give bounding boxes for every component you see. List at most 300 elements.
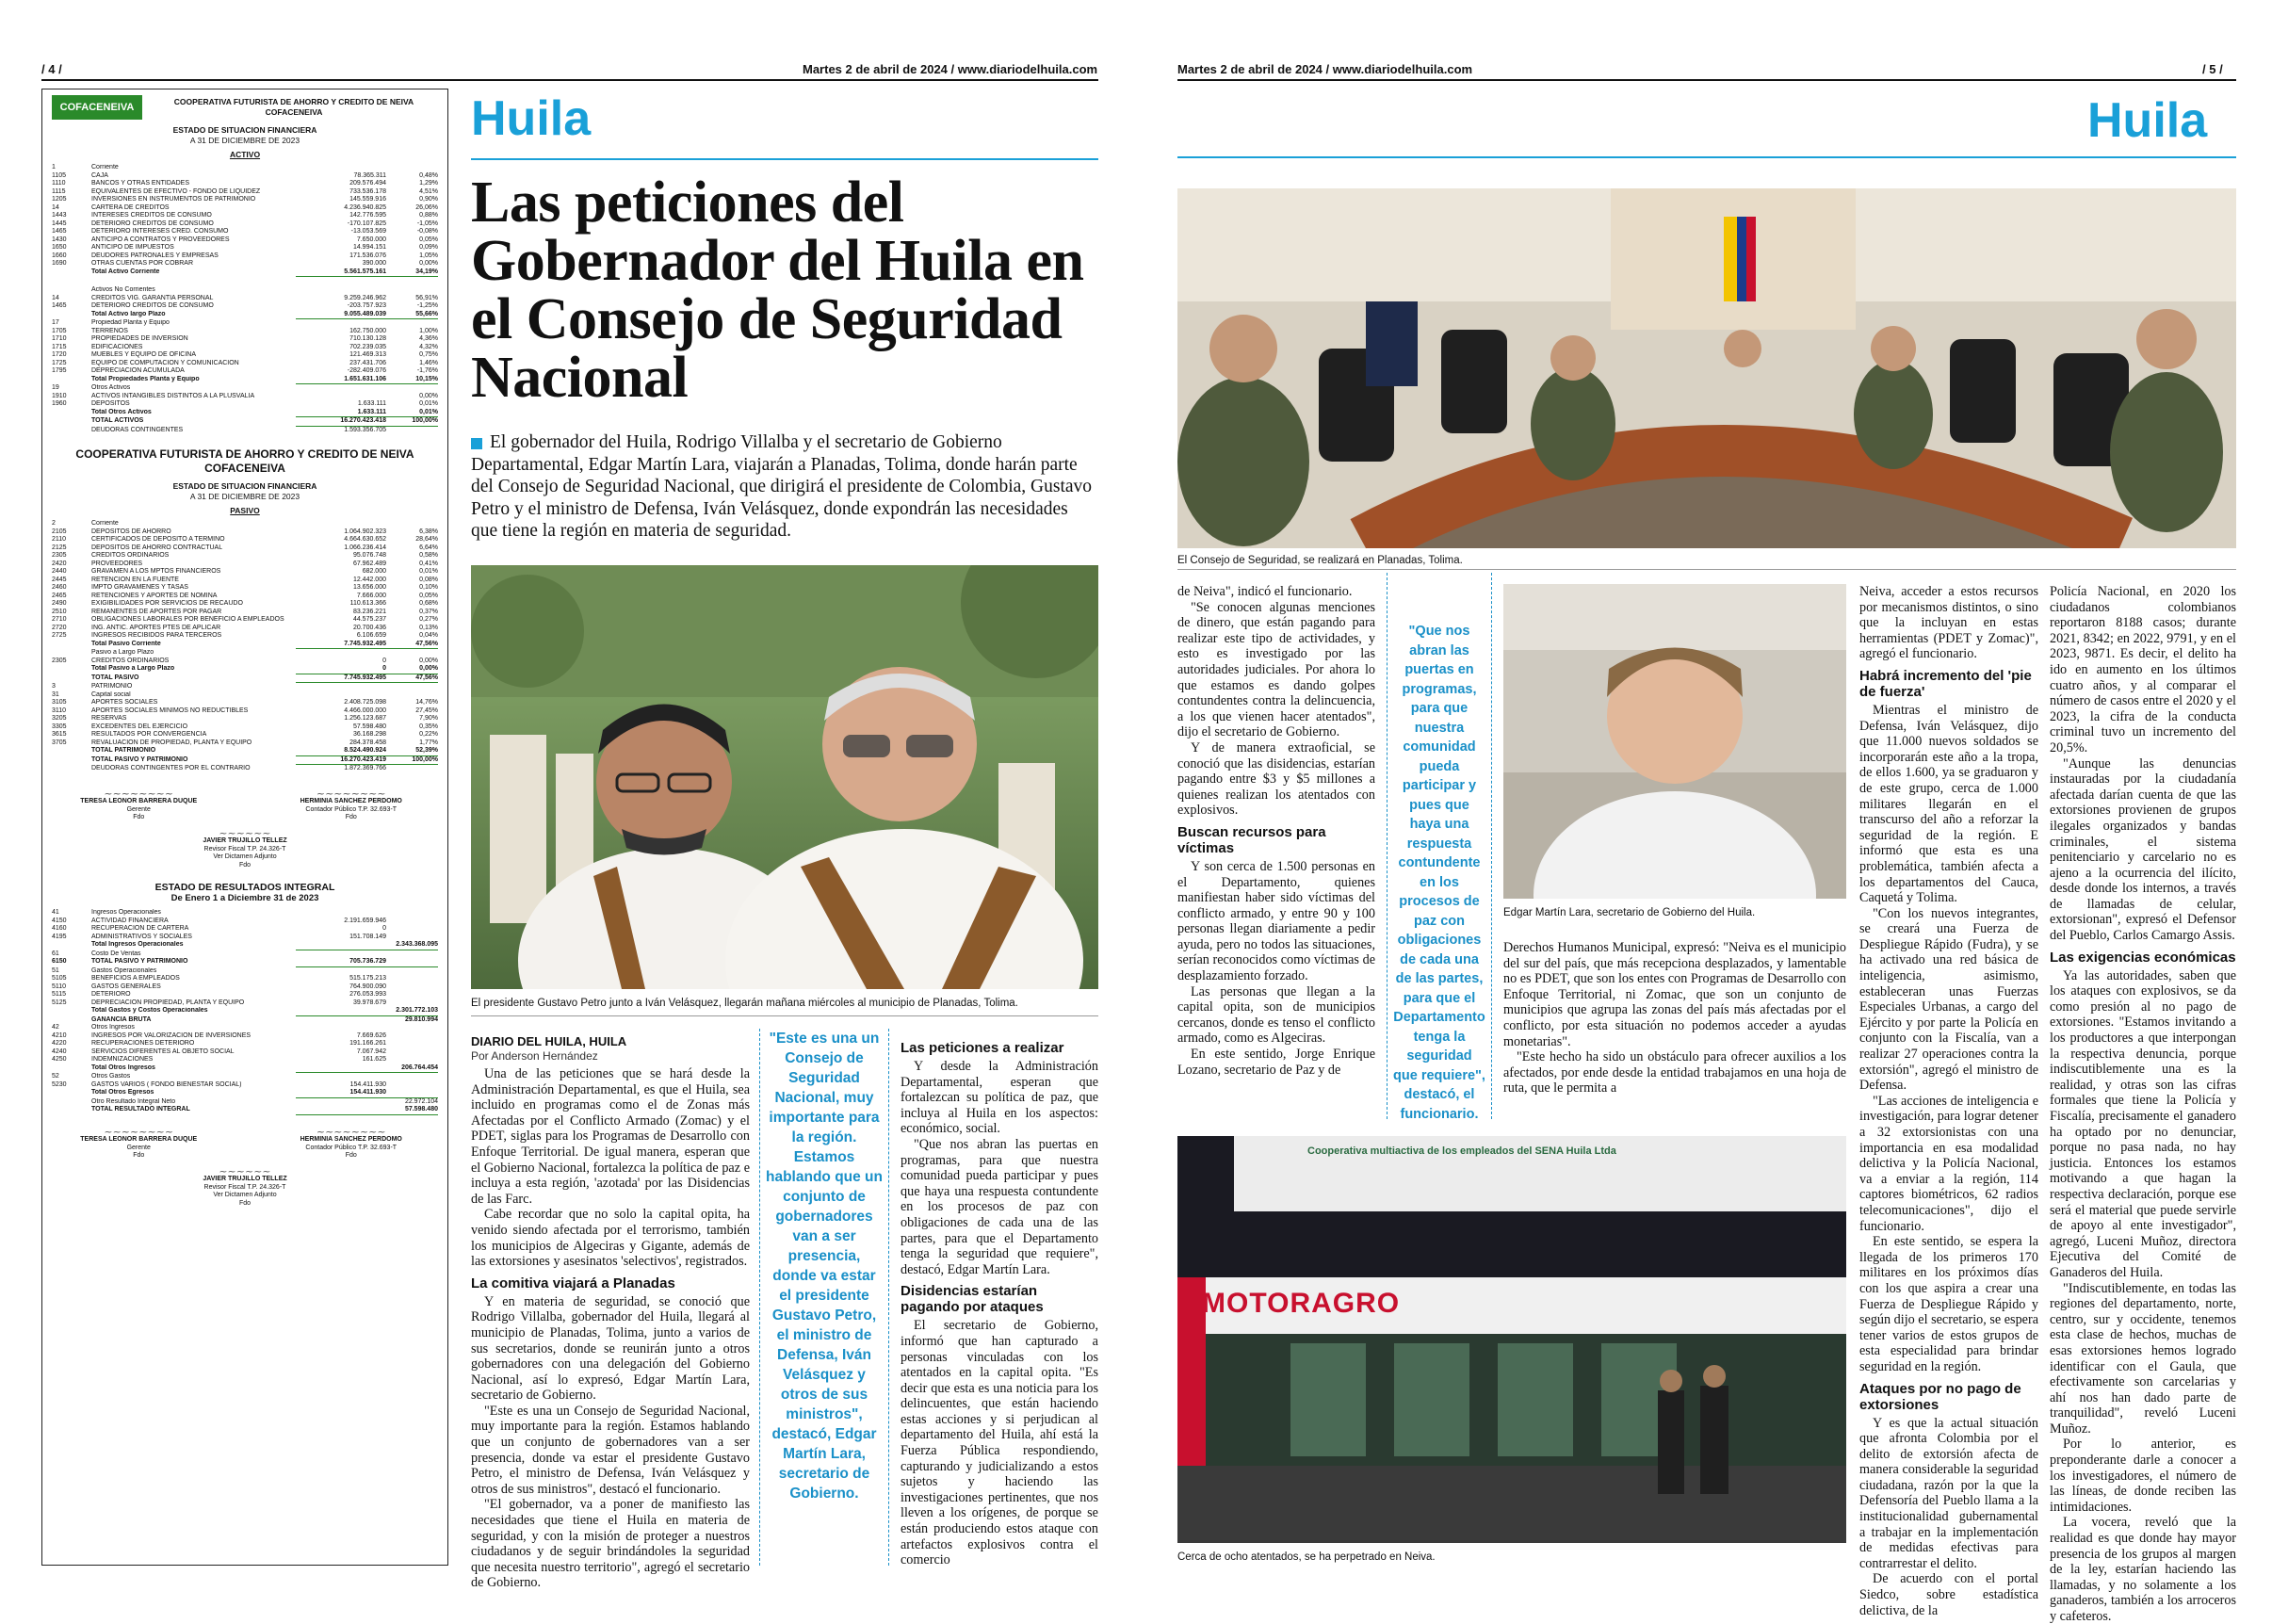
fin-cell: RETENCION EN LA FUENTE	[91, 576, 179, 583]
fin-row	[52, 658, 438, 666]
fin-cell	[386, 1056, 438, 1064]
fin-row	[52, 707, 438, 716]
fin-title-1: ESTADO DE SITUACION FINANCIERA	[172, 125, 317, 135]
sig3-name-2: JAVIER TRUJILLO TELLEZ	[203, 1176, 287, 1182]
fin-row	[52, 674, 438, 684]
signature-contador-2: ~~~~~~~~	[316, 1125, 386, 1138]
fin-cell: 14.994.151	[352, 244, 386, 251]
fin-row	[52, 715, 438, 723]
fin-cell	[296, 683, 386, 691]
left-c3b-p0: El secretario de Gobierno, informó que han capturado a personas vinculadas con los atentados en la capital opita. "Es decir que esta es una noticia para los delincuentes, que están haciendo estas acciones y si perjudican al departamento del Huila, ahí está la Fuerza Pública respondiendo, capturando y judicializando a estos sujetos y haciendo las investigaciones pertinentes, que nos lleven a los orígenes, de porque se están produciendo estos ataque con artefactos explosivos contra el comercio	[901, 1318, 1098, 1568]
storefront-sign: Cooperativa multiactiva de los empleados del SENA Huila Ltda	[1307, 1145, 1616, 1157]
fin-cell: 7.745.932.495	[296, 641, 386, 650]
fin-row	[52, 1098, 438, 1107]
fin-row	[52, 616, 438, 625]
fin-row	[52, 1024, 438, 1032]
right-pull-quote-box	[1387, 573, 1492, 1122]
right-section-rule	[1177, 156, 2236, 158]
fin-table-activo-nc	[52, 286, 438, 434]
fin-cell: Total Gastos y Costos Operacionales	[91, 1007, 208, 1014]
fin-cell: 682.000	[362, 568, 386, 575]
right-c1b-p0: Y son cerca de 1.500 personas en el Departamento, quienes manifiestan haber sido víctimas del conflicto armado, y entre 90 y 100 personas llegan diariamente a pedir ayuda, pero no todos las situaciones, serían reconocidos como víctimas de desplazamiento forzado.	[1177, 858, 1375, 984]
fin-cell	[52, 1106, 91, 1115]
fin-cell	[386, 691, 438, 700]
fin-row	[52, 376, 438, 385]
left-pull-quote-box	[759, 1029, 889, 1566]
fin-cell: Total Activo largo Plazo	[91, 310, 166, 317]
fin-cell: 7.669.626	[356, 1031, 386, 1039]
left-section-title: Huila	[471, 91, 592, 146]
fin-cell: Activos No Corrientes	[91, 286, 155, 293]
fin-cell: APORTES SOCIALES MINIMOS NO REDUCTIBLES	[91, 706, 249, 714]
fin-cell	[386, 520, 438, 528]
caption-rule	[471, 1015, 1098, 1016]
fin-cell: ANTICIPO A CONTRATOS Y PROVEEDORES	[91, 235, 230, 243]
fin-row	[52, 1048, 438, 1057]
fin-cell: 1205	[52, 196, 67, 203]
fin-cell: 0	[382, 925, 386, 932]
right-c5b-p0: Ya las autoridades, saben que los ataques con explosivos, se da como presión al no pago de extorsiones. "Estamos invitando a los productores a que interpongan la respectiva denuncia, porque indiscutiblemente una es la realidad, y otras son las cifras formales que tiene la Policía y Fiscalía, precisamente el ganadero ha optado por no denunciar, porque no pasa nada, no hay justicia. Entonces los estamos motivando a que hagan la respectiva declaración, porque ese será el material que puede servirle de apoyo al ente investigador", agregó, Luceni Muñoz, directora Ejecutiva del Comité de Ganaderos del Huila.	[2050, 967, 2236, 1280]
fin-cell: 0,48%	[419, 171, 438, 179]
fin-cell: Otro Resultado Integral Neto	[91, 1097, 176, 1105]
fin-cell: SERVICIOS DIFERENTES AL OBJETO SOCIAL	[91, 1047, 235, 1055]
fin-cell: GASTOS GENERALES	[91, 983, 161, 990]
fin-cell: APORTES SOCIALES	[91, 699, 158, 706]
fin-cell	[296, 1024, 386, 1032]
fin-cell: 1	[52, 164, 56, 171]
fin-cell: 17	[52, 319, 59, 326]
fin-cell: 1443	[52, 212, 67, 219]
left-c3a-p1: "Que nos abran las puertas en programas, para que nuestra comunidad pueda participar y pues que haya una respuesta contundente en los procesos de paz con obligaciones de cada una de las partes, para que el Departamento tenga la seguridad que requiere", destacó, Edgar Martín Lara.	[901, 1136, 1098, 1277]
right-col-3	[1503, 940, 1846, 1096]
fin-cell: 1110	[52, 180, 66, 187]
fin-cell: Corriente	[91, 164, 119, 171]
fin-row	[52, 384, 438, 393]
fin-row	[52, 568, 438, 577]
fin-cell: 121.469.313	[349, 351, 386, 358]
fin-cell: 2720	[52, 624, 67, 631]
fin-cell: 0,00%	[419, 657, 438, 664]
fin-cell: 0,10%	[419, 584, 438, 591]
fin-org-short-2: COFACENEIVA	[204, 462, 285, 475]
fin-row	[52, 180, 438, 188]
fin-cell: Otros Ingresos	[91, 1024, 135, 1031]
right-col-5	[2050, 584, 2236, 1624]
sig3-fdo-2: Fdo	[238, 1199, 252, 1207]
fin-row	[52, 950, 438, 959]
fin-cell	[386, 934, 438, 942]
fin-cell: Ingresos Operacionales	[91, 909, 161, 916]
top-photo-caption: El Consejo de Seguridad, se realizará en Planadas, Tolima.	[1177, 555, 1463, 566]
left-col-3	[901, 1034, 1098, 1568]
fin-row	[52, 649, 438, 658]
sig3-role-2: Revisor Fiscal T.P. 24.326-T	[203, 1183, 286, 1191]
fin-row	[52, 328, 438, 336]
fin-org: COOPERATIVA FUTURISTA DE AHORRO Y CREDITO DE NEIVA	[173, 97, 414, 106]
fin-cell: -1,25%	[416, 302, 438, 309]
fin-cell: 3	[52, 683, 56, 690]
fin-cell: Otros Gastos	[91, 1073, 131, 1080]
fin-cell: 5.561.575.161	[296, 268, 386, 278]
fin-cell: 4.236.940.825	[344, 203, 386, 211]
right-col-4	[1859, 584, 2038, 1618]
fin-cell: -0,08%	[416, 228, 438, 235]
fin-cell: 7.067.942	[356, 1047, 386, 1055]
fin-cell: 4220	[52, 1040, 67, 1047]
fin-row	[52, 609, 438, 617]
fin-row	[52, 236, 438, 245]
fin-title-3: ESTADO DE RESULTADOS INTEGRAL	[154, 882, 335, 893]
fin-row	[52, 360, 438, 368]
fin-cell: 4250	[52, 1056, 67, 1063]
sig1-role-2: Gerente	[126, 1144, 151, 1151]
right-c1b-p2: En este sentido, Jorge Enrique Lozano, secretario de Paz y de	[1177, 1047, 1375, 1078]
fin-cell	[52, 1089, 91, 1098]
fin-row	[52, 1081, 438, 1090]
fin-row	[52, 220, 438, 229]
fin-cell: 1.064.902.323	[344, 528, 386, 535]
fin-cell: 1650	[52, 244, 67, 251]
fin-cell: 34,19%	[386, 268, 438, 278]
fin-cell	[52, 1007, 91, 1016]
fin-cell: 3105	[52, 699, 67, 706]
fin-cell: 67.962.489	[352, 560, 386, 567]
fin-row	[52, 393, 438, 401]
fin-cell	[296, 319, 386, 328]
fin-cell: 1910	[52, 392, 67, 399]
fin-cell: 0,35%	[419, 723, 438, 730]
fin-row	[52, 351, 438, 360]
fin-cell: -13.053.569	[350, 228, 386, 235]
fin-pasivo: PASIVO	[230, 506, 260, 515]
fin-cell: 100,00%	[386, 756, 438, 766]
fin-cell: RETENCIONES Y APORTES DE NÓMINA	[91, 592, 218, 599]
fin-row	[52, 731, 438, 739]
right-c4b-p1: "Con los nuevos integrantes, se creará una Fuerza de Despliegue Rápido (Fudra), y se ha activado una red básica de inteligencia, asimismo, estableceran unas Fuerzas Especiales Urbanas, a cargo del Ejército y por parte la Policía en conjunto con la Fiscalía, van a realizar 27 operaciones contra la extorsión", agregó el ministro de Defensa.	[1859, 905, 2038, 1094]
fin-cell: 390.000	[362, 260, 386, 267]
fin-cell: 6,64%	[419, 544, 438, 551]
fin-cell: ACTIVIDAD FINANCIERA	[91, 917, 169, 924]
fin-cell: Gastos Operacionales	[91, 966, 157, 974]
fin-row	[52, 600, 438, 609]
petro-velasquez-photo	[471, 565, 1098, 989]
fin-cell: 1465	[52, 228, 67, 235]
fin-date-3: De Enero 1 a Diciembre 31 de 2023	[170, 893, 319, 903]
fin-cell	[386, 909, 438, 918]
storefront-brand: MOTORAGRO	[1202, 1288, 1401, 1319]
fin-row	[52, 691, 438, 700]
fin-row	[52, 196, 438, 204]
left-c3-heading-2: Disidencias estarían pagando por ataques	[901, 1283, 1044, 1316]
sig2-name: HERMINIA SANCHEZ PERDOMO	[300, 798, 402, 804]
fin-cell: 171.536.076	[349, 252, 386, 259]
left-col-1	[471, 1034, 750, 1591]
fin-cell	[52, 286, 91, 295]
fin-cell: 515.175.213	[349, 975, 386, 982]
fin-row	[52, 164, 438, 172]
right-c3-p0: Derechos Humanos Municipal, expresó: "Neiva es el municipio del sur del país, que más recepciona desplazados, y lamentable no es PDET, que son los entes con Programas de Desarrollo con Enfoque Territorial, ni Zomac, que son un conjunto de municipios que agrupa las zonas del país más afectadas por el conflicto, por esta situación no podemos acceder a ayudas monetarias".	[1503, 940, 1846, 1049]
fin-cell: 19	[52, 384, 59, 391]
fin-cell	[386, 925, 438, 934]
fin-cell: 0,00%	[386, 665, 438, 674]
fin-cell	[52, 417, 91, 427]
fin-row	[52, 427, 438, 435]
fin-cell: 2.191.659.946	[344, 917, 386, 924]
edgar-martin-portrait	[1503, 584, 1846, 899]
fin-row	[52, 172, 438, 181]
fin-cell	[296, 393, 386, 401]
fin-cell: OBLIGACIONES LABORALES POR BENEFICIO A EMPLEADOS	[91, 616, 284, 623]
left-header-rule	[41, 79, 1098, 81]
fin-org-2: COOPERATIVA FUTURISTA DE AHORRO Y CREDITO DE NEIVA	[75, 447, 414, 461]
fin-cell	[296, 941, 386, 950]
fin-cell	[296, 164, 386, 172]
fin-cell: -170.107.825	[347, 219, 386, 227]
fin-cell: 31	[52, 690, 59, 698]
signature-gerente-2: ~~~~~~~~	[104, 1125, 174, 1138]
fin-cell: 7.650.000	[356, 235, 386, 243]
fin-cell: DEPOSITOS DE AHORRO	[91, 528, 171, 535]
fin-cell	[52, 1064, 91, 1074]
fin-cell	[386, 286, 438, 295]
fin-row	[52, 544, 438, 553]
fin-cell: 1715	[52, 343, 67, 350]
fin-cell	[52, 311, 91, 320]
fin-signature-revisor-2	[52, 1164, 438, 1209]
fin-cell: 1445	[52, 219, 67, 227]
right-page-number: / 5 /	[2202, 62, 2223, 76]
fin-row	[52, 975, 438, 983]
fin-cell: 4160	[52, 925, 67, 932]
fin-cell: 6.106.659	[356, 632, 386, 639]
fin-cell: ING. ANTIC. APORTES PTES DE APLICAR	[91, 624, 221, 631]
paper-name: DIARIO DEL HUILA, HUILA	[471, 1034, 627, 1048]
fin-cell: 4,51%	[419, 187, 438, 195]
fin-cell: DETERIORO CREDITOS DE CONSUMO	[91, 302, 214, 309]
fin-cell: DETERIORO INTERESES CRED. CONSUMO	[91, 228, 229, 235]
fin-cell: 733.536.178	[349, 187, 386, 195]
sig3-name: JAVIER TRUJILLO TELLEZ	[203, 837, 287, 844]
fin-cell	[296, 1106, 386, 1115]
fin-cell: 2110	[52, 536, 67, 543]
signature-revisor: ~~~~~~	[219, 826, 271, 839]
fin-cell	[52, 641, 91, 650]
lead-paragraph: El gobernador del Huila, Rodrigo Villalba y el secretario de Gobierno Departamental, Edgar Martín Lara, viajarán a Planadas, Tolima, donde harán parte del Consejo de Seguridad Nacional, que dirigirá el presidente de Colombia, Gustavo Petro y el ministro de Defensa, Iván Velásquez, donde expondrán las necesidades que tiene la región en materia de seguridad.	[471, 431, 1098, 543]
fin-row	[52, 367, 438, 376]
sig1-fdo-2: Fdo	[133, 1152, 145, 1159]
fin-cell: Total Otros Ingresos	[91, 1064, 155, 1071]
fin-row	[52, 335, 438, 344]
fin-cell: CREDITOS VIG. GARANTIA PERSONAL	[91, 294, 214, 301]
fin-row	[52, 967, 438, 976]
fin-row	[52, 1056, 438, 1064]
fin-date-2: A 31 DE DICIEMBRE DE 2023	[189, 492, 300, 501]
fin-cell: OTRAS CUENTAS POR COBRAR	[91, 260, 193, 267]
fin-cell: TOTAL PASIVO Y PATRIMONIO	[91, 958, 188, 965]
fin-cell: Total Pasivo a Largo Plazo	[91, 665, 175, 672]
fin-cell: 1.593.356.705	[344, 426, 386, 433]
bottom-photo-caption: Cerca de ocho atentados, se ha perpetrado en Neiva.	[1177, 1551, 1436, 1563]
right-c3-p1: "Este hecho ha sido un obstáculo para ofrecer auxilios a los afectados, por ende desde la entidad trabajamos en una hoja de ruta, que le permita a	[1503, 1049, 1846, 1096]
fin-cell: 5125	[52, 999, 67, 1006]
fin-cell: Total Otros Activos	[91, 408, 152, 415]
right-pull-quote: "Que nos abran las puertas en programas, para que nuestra comunidad pueda participar y pues que haya una respuesta contundente en los procesos de paz con obligaciones de cada una de las partes, para que el Departamento tenga la seguridad que requiere", destacó, el funcionario.	[1393, 624, 1485, 1122]
fin-cell	[296, 286, 386, 295]
fin-cell: Otros Activos	[91, 384, 131, 391]
fin-cell: CAJA	[91, 171, 108, 179]
fin-cell: 57.598.480	[352, 723, 386, 730]
fin-cell	[386, 967, 438, 976]
fin-cell: 5105	[52, 975, 67, 982]
fin-cell	[386, 683, 438, 691]
motoragro-storefront-photo	[1177, 1136, 1846, 1543]
fin-cell	[386, 991, 438, 999]
fin-cell	[386, 1048, 438, 1057]
fin-cell	[386, 1073, 438, 1081]
fin-cell: 2.408.725.098	[344, 699, 386, 706]
fin-cell: ANTICIPO DE IMPUESTOS	[91, 244, 174, 251]
fin-cell: Pasivo a Largo Plazo	[91, 649, 154, 656]
fin-cell: 9.055.489.039	[296, 311, 386, 320]
fin-row	[52, 1106, 438, 1115]
fin-row	[52, 302, 438, 311]
fin-row	[52, 747, 438, 756]
fin-cell: -203.757.923	[347, 302, 386, 309]
fin-cell: 13.656.000	[352, 584, 386, 591]
fin-cell: 0,22%	[419, 731, 438, 738]
fin-cell: 39.978.679	[352, 999, 386, 1006]
fin-cell: DEPRECIACION ACUMULADA	[91, 367, 185, 374]
fin-row	[52, 268, 438, 278]
fin-cell: 14	[52, 294, 59, 301]
fin-cell: 2440	[52, 568, 67, 575]
fin-cell	[386, 384, 438, 393]
fin-cell: Propiedad Planta y Equipo	[91, 319, 170, 326]
fin-cell	[386, 765, 438, 773]
fin-cell	[386, 1024, 438, 1032]
fin-cell: 2510	[52, 608, 67, 615]
fin-cell: 1.872.369.766	[344, 765, 386, 771]
fin-row	[52, 983, 438, 992]
sig3-fdo: Fdo	[238, 861, 252, 869]
fin-cell: 1725	[52, 359, 67, 366]
fin-cell: 2725	[52, 632, 67, 639]
fin-cell: 705.736.729	[296, 958, 386, 967]
fin-cell: GANANCIA BRUTA	[91, 1015, 152, 1023]
fin-cell: 0,01%	[419, 400, 438, 407]
fin-cell: 100,00%	[386, 417, 438, 427]
fin-cell: CERTIFICADOS DE DEPOSITO A TERMINO	[91, 536, 225, 543]
fin-cell	[52, 649, 91, 658]
fin-cell: 2465	[52, 592, 67, 599]
fin-cell: 52,39%	[386, 747, 438, 756]
fin-row	[52, 520, 438, 528]
right-header-rule	[1177, 79, 2236, 81]
fin-cell: 161.625	[362, 1056, 386, 1063]
fin-cell	[386, 1081, 438, 1090]
fin-cell: 2490	[52, 600, 67, 607]
right-col-1	[1177, 584, 1375, 1078]
fin-row	[52, 204, 438, 213]
fin-cell: 3305	[52, 723, 67, 730]
fin-cell: Costo De Ventas	[91, 950, 141, 957]
fin-cell: 0,75%	[419, 351, 438, 358]
fin-cell: REVALUACION DE PROPIEDAD, PLANTA Y EQUIPO	[91, 739, 252, 746]
fin-cell: EQUIPO DE COMPUTACION Y COMUNICACION	[91, 359, 239, 366]
fin-row	[52, 918, 438, 926]
fin-cell: 1115	[52, 187, 66, 195]
fin-cell	[52, 1098, 91, 1107]
fin-table-activo	[52, 164, 438, 277]
right-c5b-p2: Por lo anterior, es preponderante darle a conocer a los investigadores, el número de las líneas, de donde reciben las intimidaciones.	[2050, 1437, 2236, 1515]
fin-cell: TOTAL RESULTADO INTEGRAL	[91, 1106, 190, 1112]
fin-cell: 9.259.246.962	[344, 294, 386, 301]
fin-cell: RECUPERACION DE CARTERA	[91, 925, 189, 932]
fin-cell: DEUDORES PATRONALES Y EMPRESAS	[91, 252, 219, 259]
fin-cell: 1105	[52, 171, 67, 179]
right-section-title: Huila	[2087, 93, 2208, 148]
fin-cell: 1.066.236.414	[344, 544, 386, 551]
fin-cell: DEUDORAS CONTINGENTES POR EL CONTRARIO	[91, 765, 251, 771]
fin-cell: ADMINISTRATIVOS Y SOCIALES	[91, 933, 192, 940]
fin-cell: 1,46%	[419, 359, 438, 366]
fin-row	[52, 756, 438, 766]
fin-cell: MUEBLES Y EQUIPO DE OFICINA	[91, 351, 196, 358]
fin-cell: 5115	[52, 991, 67, 998]
left-c1-heading: La comitiva viajará a Planadas	[471, 1275, 675, 1291]
fin-cell: 1690	[52, 260, 67, 267]
fin-cell	[386, 319, 438, 328]
fin-row	[52, 409, 438, 418]
right-c4-heading-1: Habrá incremento del 'pie de fuerza'	[1859, 667, 2032, 700]
fin-cell: 4,36%	[419, 335, 438, 342]
fin-cell: 0,01%	[419, 568, 438, 575]
right-c5b-p1: "Indiscutiblemente, en todas las regiones del departamento, norte, centro, sur y occidente, tenemos esta clase de hechos, muchas de esas extorsiones hemos logrado identificar con el Gaula, que efectivamente son carcelarias y ahí nos han dado parte de tranquilidad", reveló Luceni Muñoz.	[2050, 1280, 2236, 1437]
signature-gerente: ~~~~~~~~	[104, 787, 174, 800]
fin-cell: 22.972.104	[404, 1097, 438, 1105]
fin-cell: Total Ingresos Operacionales	[91, 941, 184, 948]
fin-cell	[296, 649, 386, 658]
fin-row	[52, 1089, 438, 1098]
fin-cell: 1,00%	[419, 327, 438, 334]
sig1-fdo: Fdo	[133, 814, 145, 820]
fin-cell: 47,56%	[386, 641, 438, 650]
fin-cell: CARTERA DE CREDITOS	[91, 203, 170, 211]
fin-cell: Total Propiedades Planta y Equipo	[91, 375, 200, 382]
fin-cell: DEUDORAS CONTINGENTES	[91, 426, 184, 433]
left-c1-p0: Una de las peticiones que se hará desde la Administración Departamental, es que el Huila, sea incluido en programas como el de Zonas más Afectadas por el Conflicto Armado (Zomac) y el PDET, siglas para los Programas de Desarrollo con Enfoque Territorial. De igual manera, esperan que el Gobierno Nacional, fortalezca la política de paz e incluya a esta región, 'azotada' por las Disidencias de las Farc.	[471, 1066, 750, 1207]
fin-cell: 2305	[52, 657, 67, 664]
sig3-role2: Ver Dictamen Adjunto	[213, 853, 277, 860]
sig2-role: Contador Público T.P. 32.693-T	[305, 805, 398, 813]
fin-row	[52, 1064, 438, 1074]
fin-cell: 2420	[52, 560, 67, 567]
fin-cell: 4150	[52, 917, 67, 924]
fin-cell: 2105	[52, 528, 67, 535]
fin-cell: 0,01%	[386, 409, 438, 418]
fin-cell: 5230	[52, 1080, 67, 1088]
fin-cell: 154.411.930	[296, 1089, 386, 1098]
fin-cell: REMANENTES DE APORTES POR PAGAR	[91, 608, 222, 615]
fin-cell: 42	[52, 1024, 59, 1031]
fin-cell: 10,15%	[386, 376, 438, 385]
fin-cell: GASTOS VARIOS ( FONDO BIENESTAR SOCIAL)	[91, 1080, 242, 1088]
right-c4b-p0: Mientras el ministro de Defensa, Iván Velásquez, dijo que 11.000 nuevos soldados se incorporarán este año a la tropa, de ellos 1.600, ya se graduaron y de este grupo, cerca de 1.000 militares llegarán en el transcurso del año a reforzar la seguridad de la región. E informó que esta es una problemática, también afecta a los departamentos del Cauca, Caquetá y Tolima.	[1859, 702, 2038, 906]
fin-cell: 764.900.090	[349, 983, 386, 990]
fin-cell	[52, 376, 91, 385]
fin-cell: 27,45%	[415, 706, 438, 714]
fin-cell: 151.708.149	[349, 933, 386, 940]
